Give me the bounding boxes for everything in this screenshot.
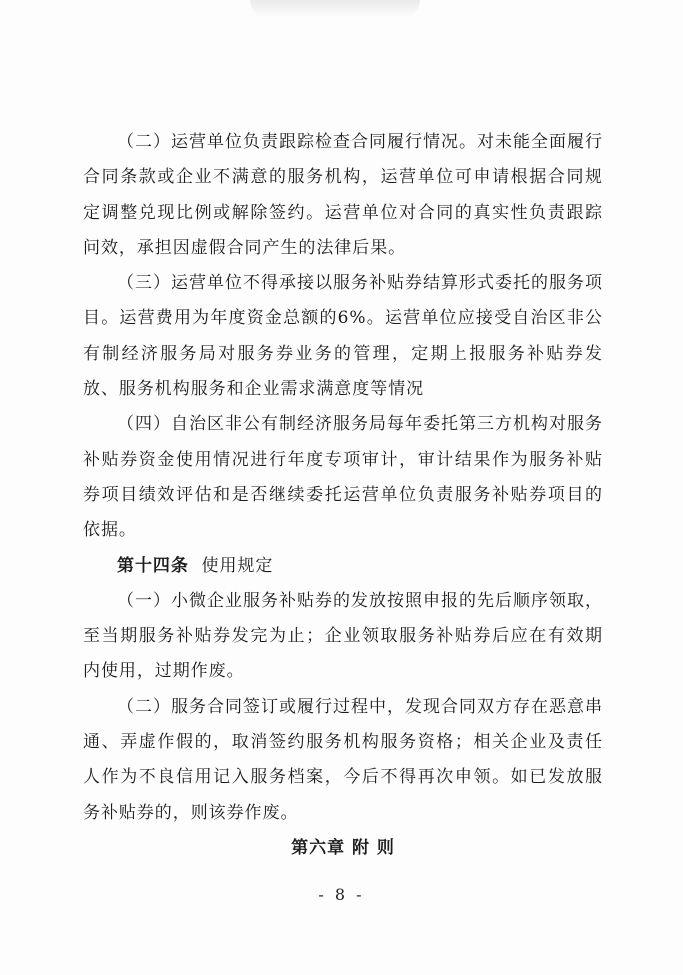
document-body	[83, 125, 603, 866]
paragraph-fraud-penalty: （二）服务合同签订或履行过程中，发现合同双方存在恶意串通、弄虚作假的，取消签约服务机构服务资格；相关企业及责任人作为不良信用记入服务档案，今后不得再次申领。如已发放服务补贴券的，则该券作废。	[83, 696, 603, 823]
paragraph-operator-restrictions: （三）运营单位不得承接以服务补贴券结算形式委托的服务项目。运营费用为年度资金总额的6%。运营单位应接受自治区非公有制经济服务局对服务券业务的管理，定期上报服务补贴券发放、服务机构服务和企业需求满意度等情况	[83, 273, 603, 400]
paragraph-voucher-distribution: （一）小微企业服务补贴券的发放按照申报的先后顺序领取，至当期服务补贴券发完为止；企业领取服务补贴券后应在有效期内使用，过期作废。	[83, 590, 603, 682]
chapter-heading: 第六章 附 则	[291, 837, 395, 858]
paragraph-annual-audit: （四）自治区非公有制经济服务局每年委托第三方机构对服务补贴券资金使用情况进行年度专项审计，审计结果作为服务补贴券项目绩效评估和是否继续委托运营单位负责服务补贴券项目的依据。	[83, 414, 603, 541]
scan-artifact	[250, 0, 420, 18]
article-heading	[83, 549, 603, 584]
page-number: - 8 -	[318, 885, 365, 904]
article-number: 第十四条	[117, 555, 189, 576]
article-title: 使用规定	[201, 555, 274, 576]
paragraph-operator-tracking: （二）运营单位负责跟踪检查合同履行情况。对未能全面履行合同条款或企业不满意的服务机构，运营单位可申请根据合同规定调整兑现比例或解除签约。运营单位对合同的真实性负责跟踪问效，承担因虚假合同产生的法律后果。	[83, 132, 603, 258]
